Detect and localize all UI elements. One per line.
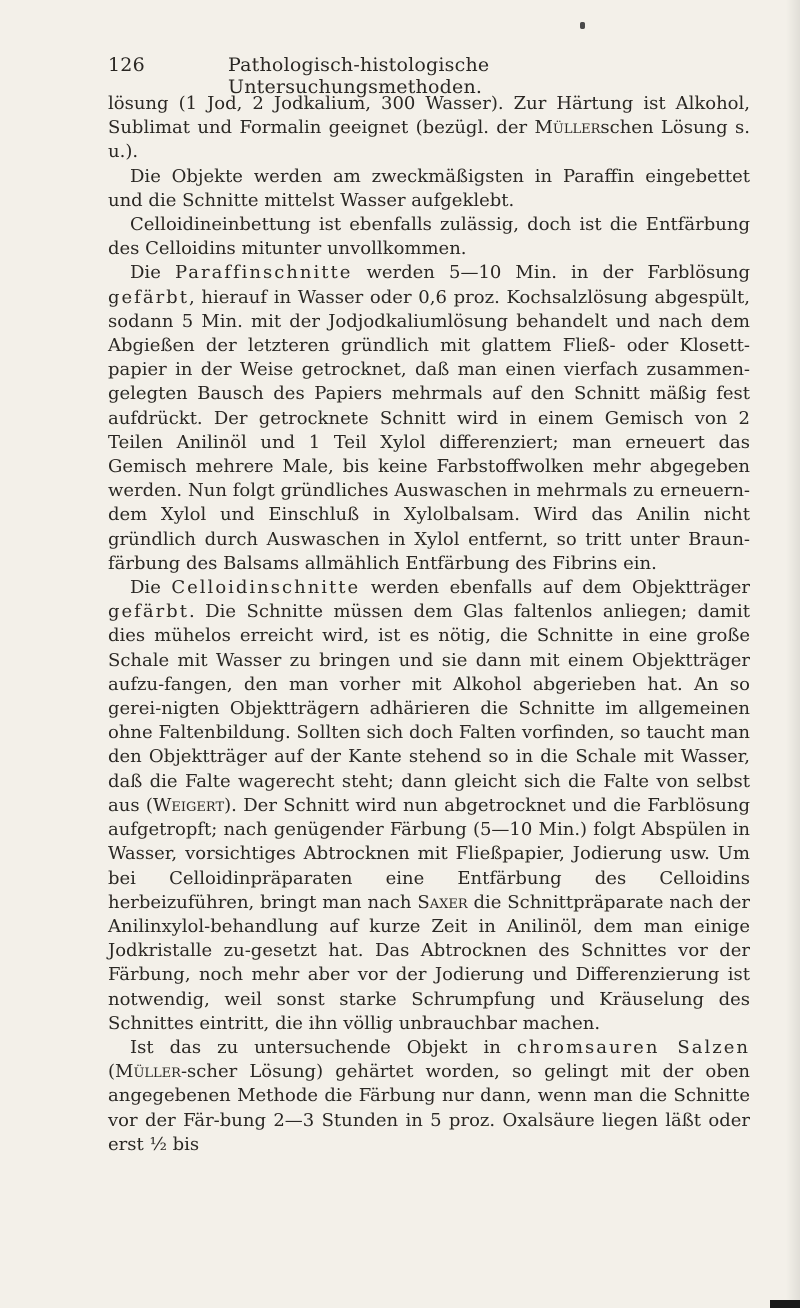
paragraph <box>108 92 750 165</box>
paragraph <box>108 213 750 261</box>
running-title: Pathologisch-histologische Untersuchungsmethoden. <box>228 54 490 98</box>
text-run: Die Objekte werden am zweckmäßigsten in Paraffin eingebettet und die Schnitte mittelst Wasser aufgeklebt. <box>108 165 750 211</box>
body-text <box>108 92 750 1157</box>
text-run: werden ebenfalls auf dem Objektträger <box>360 577 751 599</box>
text-run: werden 5—10 Min. in der Farblösung <box>352 262 750 284</box>
text-run: die Schnittpräparate nach der Anilinxylol-behandlung auf kurze Zeit in Anilinöl, dem man einige Jodkristalle zu-gesetzt hat. Das Abtrocknen des Schnittes vor der Färbung, noch mehr aber vor der Jodierung und Differenzierung ist notwendig, weil sonst starke Schrumpfung und Kräuselung des Schnittes eintritt, die ihn völlig unbrauchbar machen. <box>108 891 750 1034</box>
text-run: lösung (1 Jod, 2 Jodkalium, 300 Wasser). Zur Härtung ist Alkohol, Sublimat und Formalin geeignet (bezügl. der <box>108 93 750 139</box>
author-name: Müller <box>115 1061 181 1083</box>
text-run: Celloidineinbettung ist ebenfalls zulässig, doch ist die Entfärbung des Celloidins mitunter unvollkommen. <box>108 214 750 260</box>
emphasized-term: gefärbt <box>108 601 189 623</box>
author-name: Weigert <box>152 794 225 816</box>
page-number: 126 <box>108 54 145 76</box>
text-run: schen Lösung s. u.). <box>108 117 750 163</box>
ink-speck <box>580 22 585 29</box>
text-run: ( <box>108 1061 116 1083</box>
emphasized-term: Paraffinschnitte <box>174 262 353 284</box>
text-run: Die <box>130 577 172 599</box>
page-edge-mark <box>770 1300 800 1308</box>
emphasized-term: chromsauren Salzen <box>516 1036 750 1058</box>
author-name: Saxer <box>417 891 468 913</box>
emphasized-term: Celloidinschnitte <box>171 577 361 599</box>
paragraph <box>108 261 750 576</box>
paragraph <box>108 576 750 1036</box>
text-run: Ist das zu untersuchende Objekt in <box>130 1036 517 1058</box>
author-name: Müller <box>534 117 601 139</box>
paragraph <box>108 1036 750 1157</box>
text-run: ). Der Schnitt wird nun abgetrocknet und die Farblösung aufgetropft; nach genügender Färbung (5—10 Min.) folgt Abspülen in Wasser, vorsichtiges Abtrocknen mit Fließpapier, Jodierung usw. Um bei Celloidinpräparaten eine Entfärbung des Celloidins herbeizuführen, bringt man nach <box>108 794 750 913</box>
text-run: . Die Schnitte müssen dem Glas faltenlos anliegen; damit dies mühelos erreicht wird, ist es nötig, die Schnitte in eine große Schale mit Wasser zu bringen und sie dann mit einem Objektträger aufzu-fangen, den man vorher mit Alkohol abgerieben hat. An so gerei-nigten Objektträgern adhärieren die Schnitte im allgemeinen ohne Faltenbildung. Sollten sich doch Falten vorfinden, so taucht man den Objektträger auf der Kante stehend so in die Schale mit Wasser, daß die Falte wagerecht steht; dann gleicht sich die Falte von selbst aus ( <box>108 601 750 816</box>
text-run: , hierauf in Wasser oder 0,6 proz. Kochsalzlösung abgespült, sodann 5 Min. mit der Jodjodkaliumlösung behandelt und nach dem Abgießen der letzteren gründlich mit glattem Fließ- oder Klosett-papier in der Weise getrocknet, daß man einen vierfach zusammen-gelegten Bausch des Papiers mehrmals auf den Schnitt mäßig fest aufdrückt. Der getrocknete Schnitt wird in einem Gemisch von 2 Teilen Anilinöl und 1 Teil Xylol differenziert; man erneuert das Gemisch mehrere Male, bis keine Farbstoffwolken mehr abgegeben werden. Nun folgt gründliches Auswaschen in mehrmals zu erneuern-dem Xylol und Einschluß in Xylolbalsam. Wird das Anilin nicht gründlich durch Auswaschen in Xylol entfernt, so tritt unter Braun-färbung des Balsams allmählich Entfärbung des Fibrins ein. <box>108 286 750 574</box>
page-edge-shadow <box>786 0 800 1308</box>
emphasized-term: gefärbt <box>108 286 189 308</box>
text-run: Die <box>130 262 175 284</box>
text-run: -scher Lösung) gehärtet worden, so gelingt mit der oben angegebenen Methode die Färbung nur dann, wenn man die Schnitte vor der Fär-bung 2—3 Stunden in 5 proz. Oxalsäure liegen läßt oder erst ½ bis <box>108 1061 750 1155</box>
paragraph <box>108 165 750 213</box>
